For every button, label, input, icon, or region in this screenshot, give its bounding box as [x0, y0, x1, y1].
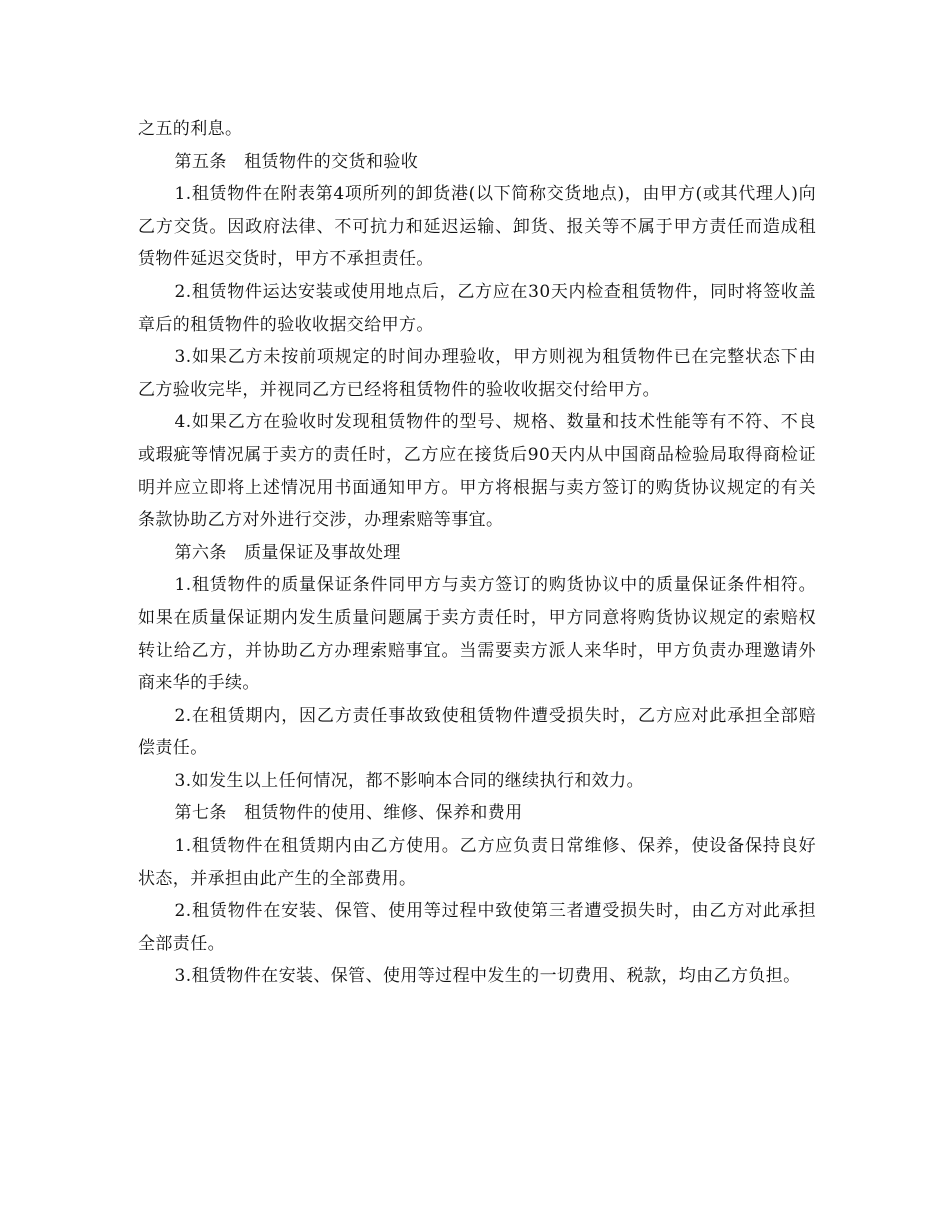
article-5-clause-3: 3.如果乙方未按前项规定的时间办理验收，甲方则视为租赁物件已在完整状态下由乙方验收完毕，并视同乙方已经将租赁物件的验收收据交付给甲方。 [138, 347, 816, 400]
article-6-heading: 第六条 质量保证及事故处理 [174, 542, 401, 563]
article-7-heading: 第七条 租赁物件的使用、维修、保养和费用 [174, 803, 523, 824]
article-5-heading: 第五条 租赁物件的交货和验收 [174, 151, 419, 172]
article-5-clause-1: 1.租赁物件在附表第4项所列的卸货港(以下简称交货地点)，由甲方(或其代理人)向乙方交货。因政府法律、不可抗力和延迟运输、卸货、报关等不属于甲方责任而造成租赁物件延迟交货时，甲方不承担责任。 [138, 184, 816, 270]
article-5-clause-2: 2.租赁物件运达安装或使用地点后，乙方应在30天内检查租赁物件，同时将签收盖章后的租赁物件的验收收据交给甲方。 [138, 281, 816, 335]
article-7-clause-2: 2.租赁物件在安装、保管、使用等过程中致使第三者遭受损失时，由乙方对此承担全部责任。 [138, 901, 816, 954]
article-6-clause-1: 1.租赁物件的质量保证条件同甲方与卖方签订的购货协议中的质量保证条件相符。如果在质量保证期内发生质量问题属于卖方责任时，甲方同意将购货协议规定的索赔权转让给乙方，并协助乙方办理索赔事宜。当需要卖方派人来华时，甲方负责办理邀请外商来华的手续。 [138, 575, 816, 694]
article-6-clause-2: 2.在租赁期内，因乙方责任事故致使租赁物件遭受损失时，乙方应对此承担全部赔偿责任。 [138, 705, 816, 759]
article-7-clause-3: 3.租赁物件在安装、保管、使用等过程中发生的一切费用、税款，均由乙方负担。 [174, 966, 801, 987]
article-5-clause-4: 4.如果乙方在验收时发现租赁物件的型号、规格、数量和技术性能等有不符、不良或瑕疵等情况属于卖方的责任时，乙方应在接货后90天内从中国商品检验局取得商检证明并应立即将上述情况用书面通知甲方。甲方将根据与卖方签订的购货协议规定的有关条款协助乙方对外进行交涉，办理索赔等事宜。 [138, 412, 816, 531]
paragraph-continuation: 之五的利息。 [138, 119, 243, 139]
article-7-clause-1: 1.租赁物件在租赁期内由乙方使用。乙方应负责日常维修、保养，使设备保持良好状态，并承担由此产生的全部费用。 [138, 836, 816, 889]
article-6-clause-3: 3.如发生以上任何情况，都不影响本合同的继续执行和效力。 [174, 770, 644, 791]
